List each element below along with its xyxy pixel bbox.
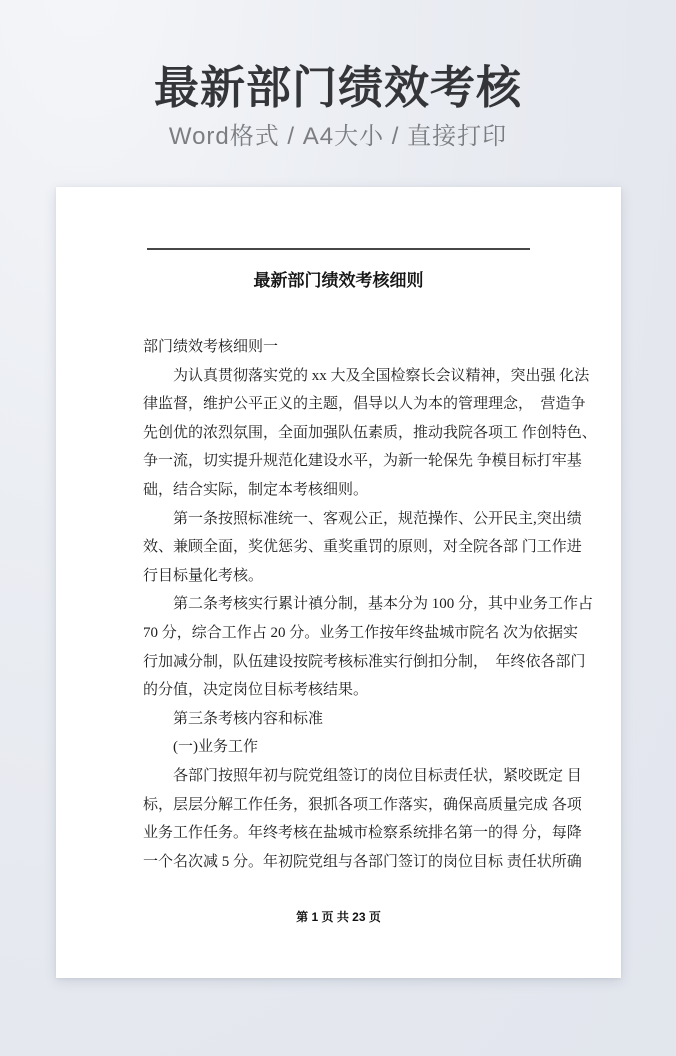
body-line: 70 分，综合工作占 20 分。业务工作按年终盐城市院名 次为依据实 <box>143 624 579 641</box>
banner-title: 最新部门绩效考核 <box>153 62 522 113</box>
body-line: 标，层层分解工作任务，狠抓各项工作落实，确保高质量完成 各项 <box>143 796 582 813</box>
document-divider-line <box>147 248 530 250</box>
body-line: 争一流，切实提升规范化建设水平，为新一轮保先 争模目标打牢基 <box>143 453 582 470</box>
body-line: 律监督，维护公平正义的主题，倡导以人为本的管理理念， 营造争 <box>143 396 586 413</box>
body-line: 第三条考核内容和标准 <box>173 710 324 727</box>
body-line: 第一条按照标准统一、客观公正，规范操作、公开民主,突出绩 <box>173 510 582 527</box>
body-line: 效、兼顾全面，奖优惩劣、重奖重罚的原则，对全院各部 门工作进 <box>143 539 582 556</box>
body-line: (一)业务工作 <box>173 739 258 756</box>
page-number-footer: 第 1 页 共 23 页 <box>296 910 381 924</box>
body-line: 为认真贯彻落实党的 xx 大及全国检察长会议精神，突出强 化法 <box>173 367 590 384</box>
body-line: 行加减分制，队伍建设按院考核标准实行倒扣分制， 年终依各部门 <box>143 653 586 670</box>
document-page <box>56 187 621 978</box>
body-line: 一个名次减 5 分。年初院党组与各部门签订的岗位目标 责任状所确 <box>143 853 582 870</box>
body-line: 第二条考核实行累计禛分制，基本分为 100 分，其中业务工作占 <box>173 596 594 613</box>
body-line: 部门绩效考核细则一 <box>143 339 279 355</box>
document-body <box>143 333 597 876</box>
body-line: 行目标量化考核。 <box>143 567 264 584</box>
body-line: 各部门按照年初与院党组签订的岗位目标责任状，紧咬既定 目 <box>173 767 582 784</box>
document-title: 最新部门绩效考核细则 <box>253 271 424 290</box>
banner-subtitle: Word格式 / A4大小 / 直接打印 <box>168 123 508 150</box>
body-line: 业务工作任务。年终考核在盐城市检察系统排名第一的得 分，每降 <box>143 825 582 842</box>
body-line: 先创优的浓烈氛围，全面加强队伍素质，推动我院各项工 作创特色、 <box>143 424 597 441</box>
body-line: 的分值，决定岗位目标考核结果。 <box>143 682 369 699</box>
body-line: 础，结合实际，制定本考核细则。 <box>143 481 369 498</box>
